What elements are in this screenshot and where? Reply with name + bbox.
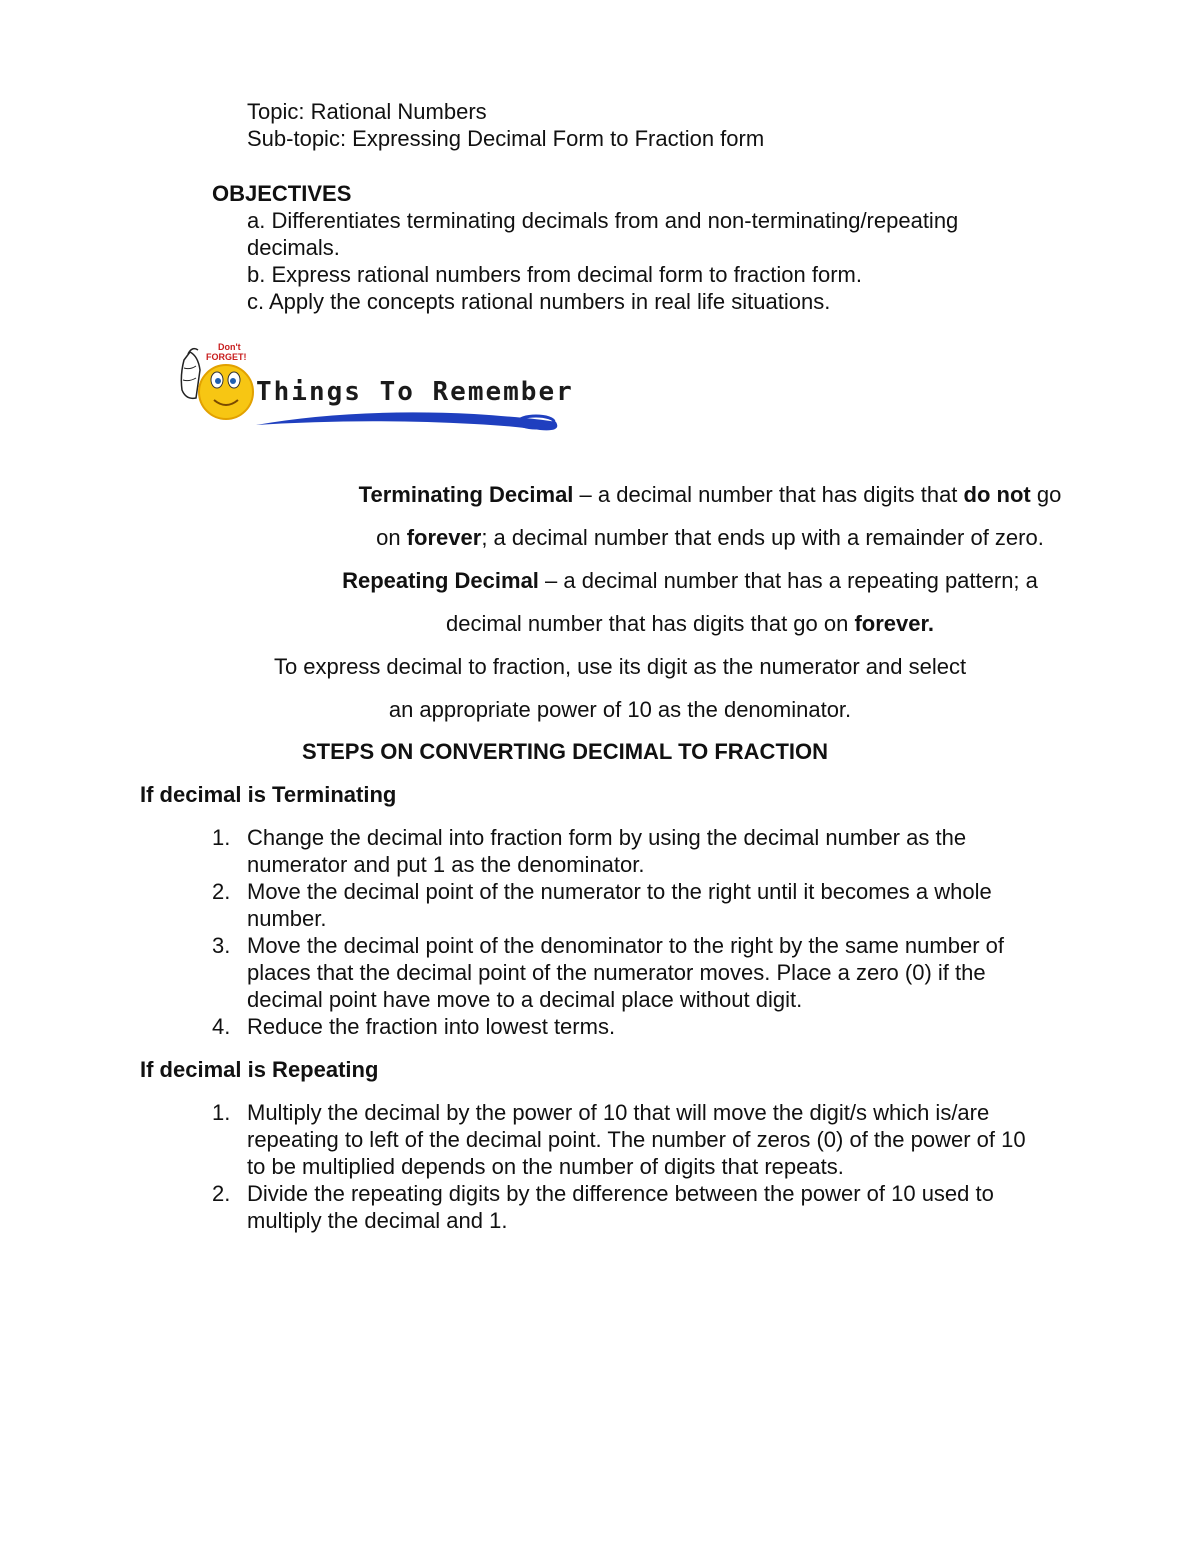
repeating-definition-line1 xyxy=(300,567,1080,594)
terminating-steps-heading: If decimal is Terminating xyxy=(140,782,397,807)
list-item xyxy=(212,824,1092,878)
list-line: Divide the repeating digits by the difference between the power of 10 used to xyxy=(247,1181,994,1206)
definition-text: on xyxy=(376,525,407,550)
list-item xyxy=(212,1013,1092,1040)
list-number: 4. xyxy=(212,1014,231,1039)
terminating-term: Terminating Decimal xyxy=(358,482,574,507)
list-line: to be multiplied depends on the number of digits that repeats. xyxy=(247,1154,844,1179)
list-line: numerator and put 1 as the denominator. xyxy=(247,852,645,877)
definition-text: – a decimal number that has digits that xyxy=(573,482,964,507)
repeating-term: Repeating Decimal xyxy=(342,568,539,593)
express-rule-line1: To express decimal to fraction, use its digit as the numerator and select xyxy=(273,654,967,679)
list-line: repeating to left of the decimal point. The number of zeros (0) of the power of 10 xyxy=(247,1127,1026,1152)
repeating-definition-line2 xyxy=(300,610,1080,637)
objective-item: b. Express rational numbers from decimal form to fraction form. xyxy=(247,262,862,287)
list-line: multiply the decimal and 1. xyxy=(247,1208,508,1233)
terminating-steps-list xyxy=(212,824,1092,1040)
banner-graphic xyxy=(174,340,574,440)
list-item xyxy=(212,1180,1092,1234)
list-line: Reduce the fraction into lowest terms. xyxy=(247,1014,616,1039)
terminating-definition-line1 xyxy=(320,481,1100,508)
list-line: Move the decimal point of the numerator to the right until it becomes a whole xyxy=(247,879,992,904)
list-line: number. xyxy=(247,906,327,931)
list-number: 2. xyxy=(212,1181,231,1206)
list-number: 3. xyxy=(212,933,231,958)
objective-item: a. Differentiates terminating decimals from and non-terminating/repeating decimals. xyxy=(247,208,959,260)
definition-text: – a decimal number that has a repeating pattern; a xyxy=(538,568,1038,593)
list-number: 1. xyxy=(212,1100,231,1125)
list-line: Move the decimal point of the denominator to the right by the same number of xyxy=(247,933,1004,958)
list-line: places that the decimal point of the numerator moves. Place a zero (0) if the xyxy=(247,960,986,985)
objective-item: c. Apply the concepts rational numbers in real life situations. xyxy=(247,289,831,314)
crossed-fingers-icon xyxy=(181,349,200,399)
blue-swoosh-icon xyxy=(256,412,557,430)
terminating-definition-line2 xyxy=(320,524,1100,551)
emphasis-text: forever xyxy=(406,525,482,550)
objectives-heading: OBJECTIVES xyxy=(212,181,352,206)
definition-text: ; a decimal number that ends up with a remainder of zero. xyxy=(481,525,1044,550)
list-item xyxy=(212,932,1092,1013)
list-number: 1. xyxy=(212,825,231,850)
list-line: Change the decimal into fraction form by using the decimal number as the xyxy=(247,825,967,850)
emphasis-text: do not xyxy=(963,482,1031,507)
list-line: Multiply the decimal by the power of 10 that will move the digit/s which is/are xyxy=(247,1100,990,1125)
list-item xyxy=(212,878,1092,932)
smiley-face-icon xyxy=(199,365,253,419)
emphasis-text: forever. xyxy=(854,611,934,636)
sign-line-2: FORGET! xyxy=(206,352,247,362)
dont-forget-sign xyxy=(206,342,247,362)
steps-heading: STEPS ON CONVERTING DECIMAL TO FRACTION xyxy=(302,739,828,764)
repeating-steps-list xyxy=(212,1099,1092,1234)
list-item xyxy=(212,1099,1092,1180)
subtopic-title: Sub-topic: Expressing Decimal Form to Fraction form xyxy=(247,126,765,151)
objectives-list xyxy=(247,207,1047,315)
topic-title: Topic: Rational Numbers xyxy=(247,99,487,124)
definition-text: go xyxy=(1030,482,1062,507)
banner-title: Things To Remember xyxy=(256,377,574,407)
definition-text: decimal number that has digits that go on xyxy=(446,611,855,636)
repeating-steps-heading: If decimal is Repeating xyxy=(140,1057,379,1082)
list-line: decimal point have move to a decimal place without digit. xyxy=(247,987,803,1012)
sign-line-1: Don't xyxy=(218,342,241,352)
things-to-remember-banner xyxy=(174,340,574,440)
list-number: 2. xyxy=(212,879,231,904)
express-rule-line2: an appropriate power of 10 as the denominator. xyxy=(388,697,852,722)
